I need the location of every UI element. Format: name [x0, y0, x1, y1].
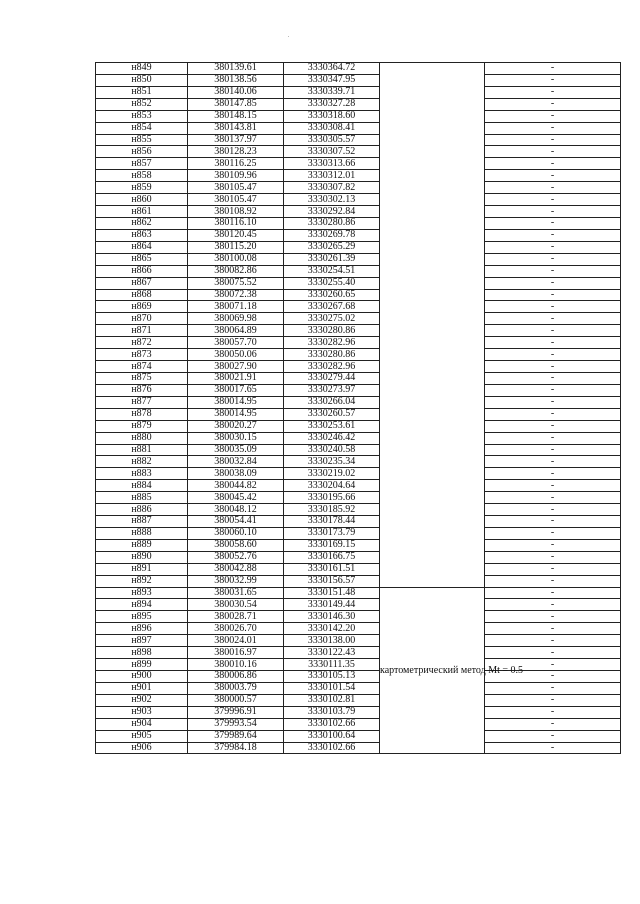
note-cell: - — [485, 456, 621, 468]
table-row — [96, 587, 621, 599]
note-cell: - — [485, 492, 621, 504]
table-row — [96, 277, 621, 289]
point-name-cell: н877 — [96, 396, 188, 408]
x-coordinate-cell: 380021.91 — [188, 372, 284, 384]
point-name-cell: н884 — [96, 480, 188, 492]
point-name-cell: н875 — [96, 372, 188, 384]
note-cell: - — [485, 611, 621, 623]
note-cell: - — [485, 599, 621, 611]
table-row — [96, 265, 621, 277]
table-row — [96, 742, 621, 754]
x-coordinate-cell: 380052.76 — [188, 551, 284, 563]
table-row — [96, 480, 621, 492]
x-coordinate-cell: 380071.18 — [188, 301, 284, 313]
note-cell: - — [485, 337, 621, 349]
x-coordinate-cell: 380128.23 — [188, 146, 284, 158]
table-row — [96, 253, 621, 265]
y-coordinate-cell: 3330122.43 — [284, 647, 380, 659]
y-coordinate-cell: 3330253.61 — [284, 420, 380, 432]
note-cell: - — [485, 98, 621, 110]
note-cell: - — [485, 647, 621, 659]
point-name-cell: н869 — [96, 301, 188, 313]
table-row — [96, 647, 621, 659]
point-name-cell: н898 — [96, 647, 188, 659]
table-row — [96, 456, 621, 468]
x-coordinate-cell: 380028.71 — [188, 611, 284, 623]
table-row — [96, 217, 621, 229]
y-coordinate-cell: 3330142.20 — [284, 623, 380, 635]
point-name-cell: н891 — [96, 563, 188, 575]
note-cell: - — [485, 468, 621, 480]
y-coordinate-cell: 3330339.71 — [284, 86, 380, 98]
point-name-cell: н900 — [96, 671, 188, 683]
note-cell: - — [485, 122, 621, 134]
x-coordinate-cell: 380137.97 — [188, 134, 284, 146]
point-name-cell: н880 — [96, 432, 188, 444]
method-cell: картометрический метод Mt = 0.5 — [380, 587, 485, 754]
note-cell: - — [485, 408, 621, 420]
x-coordinate-cell: 380116.25 — [188, 158, 284, 170]
y-coordinate-cell: 3330292.84 — [284, 206, 380, 218]
point-name-cell: н857 — [96, 158, 188, 170]
note-cell: - — [485, 253, 621, 265]
table-row — [96, 539, 621, 551]
note-cell: - — [485, 516, 621, 528]
table-row — [96, 599, 621, 611]
x-coordinate-cell: 380082.86 — [188, 265, 284, 277]
y-coordinate-cell: 3330307.52 — [284, 146, 380, 158]
table-row — [96, 575, 621, 587]
note-cell: - — [485, 170, 621, 182]
note-cell: - — [485, 694, 621, 706]
y-coordinate-cell: 3330273.97 — [284, 384, 380, 396]
point-name-cell: н859 — [96, 182, 188, 194]
point-name-cell: н865 — [96, 253, 188, 265]
point-name-cell: н876 — [96, 384, 188, 396]
x-coordinate-cell: 380064.89 — [188, 325, 284, 337]
y-coordinate-cell: 3330151.48 — [284, 587, 380, 599]
note-cell: - — [485, 313, 621, 325]
note-cell: - — [485, 682, 621, 694]
x-coordinate-cell: 379989.64 — [188, 730, 284, 742]
y-coordinate-cell: 3330102.66 — [284, 742, 380, 754]
y-coordinate-cell: 3330166.75 — [284, 551, 380, 563]
point-name-cell: н890 — [96, 551, 188, 563]
note-cell: - — [485, 671, 621, 683]
y-coordinate-cell: 3330327.28 — [284, 98, 380, 110]
table-row — [96, 241, 621, 253]
point-name-cell: н860 — [96, 194, 188, 206]
note-cell: - — [485, 229, 621, 241]
point-name-cell: н899 — [96, 659, 188, 671]
y-coordinate-cell: 3330246.42 — [284, 432, 380, 444]
point-name-cell: н897 — [96, 635, 188, 647]
point-name-cell: н886 — [96, 504, 188, 516]
y-coordinate-cell: 3330169.15 — [284, 539, 380, 551]
x-coordinate-cell: 380020.27 — [188, 420, 284, 432]
table-row — [96, 444, 621, 456]
table-row — [96, 408, 621, 420]
table-row — [96, 694, 621, 706]
point-name-cell: н906 — [96, 742, 188, 754]
note-cell: - — [485, 63, 621, 75]
point-name-cell: н868 — [96, 289, 188, 301]
table-row — [96, 229, 621, 241]
point-name-cell: н881 — [96, 444, 188, 456]
y-coordinate-cell: 3330282.96 — [284, 361, 380, 373]
y-coordinate-cell: 3330173.79 — [284, 527, 380, 539]
y-coordinate-cell: 3330195.66 — [284, 492, 380, 504]
x-coordinate-cell: 380027.90 — [188, 361, 284, 373]
note-cell: - — [485, 74, 621, 86]
point-name-cell: н855 — [96, 134, 188, 146]
point-name-cell: н892 — [96, 575, 188, 587]
table-row — [96, 468, 621, 480]
x-coordinate-cell: 380105.47 — [188, 182, 284, 194]
x-coordinate-cell: 380042.88 — [188, 563, 284, 575]
table-row — [96, 623, 621, 635]
table-row — [96, 551, 621, 563]
y-coordinate-cell: 3330254.51 — [284, 265, 380, 277]
x-coordinate-cell: 380072.38 — [188, 289, 284, 301]
y-coordinate-cell: 3330100.64 — [284, 730, 380, 742]
note-cell: - — [485, 158, 621, 170]
note-cell: - — [485, 730, 621, 742]
y-coordinate-cell: 3330265.29 — [284, 241, 380, 253]
table-row — [96, 492, 621, 504]
x-coordinate-cell: 380044.82 — [188, 480, 284, 492]
point-name-cell: н873 — [96, 349, 188, 361]
note-cell: - — [485, 444, 621, 456]
y-coordinate-cell: 3330275.02 — [284, 313, 380, 325]
x-coordinate-cell: 380050.06 — [188, 349, 284, 361]
table-row — [96, 563, 621, 575]
y-coordinate-cell: 3330364.72 — [284, 63, 380, 75]
point-name-cell: н894 — [96, 599, 188, 611]
x-coordinate-cell: 380105.47 — [188, 194, 284, 206]
table-row — [96, 396, 621, 408]
note-cell: - — [485, 361, 621, 373]
point-name-cell: н887 — [96, 516, 188, 528]
y-coordinate-cell: 3330103.79 — [284, 706, 380, 718]
point-name-cell: н864 — [96, 241, 188, 253]
y-coordinate-cell: 3330102.81 — [284, 694, 380, 706]
table-row — [96, 146, 621, 158]
note-cell: - — [485, 301, 621, 313]
x-coordinate-cell: 380138.56 — [188, 74, 284, 86]
table-row — [96, 313, 621, 325]
x-coordinate-cell: 380017.65 — [188, 384, 284, 396]
table-row — [96, 504, 621, 516]
coordinates-table — [95, 62, 621, 754]
note-cell: - — [485, 718, 621, 730]
note-cell: - — [485, 217, 621, 229]
note-cell: - — [485, 635, 621, 647]
x-coordinate-cell: 380116.10 — [188, 217, 284, 229]
y-coordinate-cell: 3330347.95 — [284, 74, 380, 86]
method-cell — [380, 63, 485, 588]
y-coordinate-cell: 3330282.96 — [284, 337, 380, 349]
note-cell: - — [485, 659, 621, 671]
y-coordinate-cell: 3330101.54 — [284, 682, 380, 694]
y-coordinate-cell: 3330156.57 — [284, 575, 380, 587]
table-row — [96, 170, 621, 182]
y-coordinate-cell: 3330308.41 — [284, 122, 380, 134]
x-coordinate-cell: 379993.54 — [188, 718, 284, 730]
note-cell: - — [485, 194, 621, 206]
x-coordinate-cell: 380016.97 — [188, 647, 284, 659]
y-coordinate-cell: 3330267.68 — [284, 301, 380, 313]
note-cell: - — [485, 396, 621, 408]
table-row — [96, 432, 621, 444]
table-row — [96, 682, 621, 694]
y-coordinate-cell: 3330302.13 — [284, 194, 380, 206]
x-coordinate-cell: 380014.95 — [188, 408, 284, 420]
note-cell: - — [485, 563, 621, 575]
x-coordinate-cell: 380108.92 — [188, 206, 284, 218]
point-name-cell: н896 — [96, 623, 188, 635]
table-row — [96, 349, 621, 361]
point-name-cell: н889 — [96, 539, 188, 551]
y-coordinate-cell: 3330204.64 — [284, 480, 380, 492]
x-coordinate-cell: 380045.42 — [188, 492, 284, 504]
note-cell: - — [485, 325, 621, 337]
point-name-cell: н862 — [96, 217, 188, 229]
point-name-cell: н853 — [96, 110, 188, 122]
table-row — [96, 635, 621, 647]
table-row — [96, 134, 621, 146]
x-coordinate-cell: 380010.16 — [188, 659, 284, 671]
table-row — [96, 384, 621, 396]
table-row — [96, 516, 621, 528]
x-coordinate-cell: 380120.45 — [188, 229, 284, 241]
table-row — [96, 659, 621, 671]
table-row — [96, 325, 621, 337]
x-coordinate-cell: 380030.15 — [188, 432, 284, 444]
x-coordinate-cell: 380143.81 — [188, 122, 284, 134]
y-coordinate-cell: 3330149.44 — [284, 599, 380, 611]
note-cell: - — [485, 480, 621, 492]
x-coordinate-cell: 380148.15 — [188, 110, 284, 122]
x-coordinate-cell: 380003.79 — [188, 682, 284, 694]
x-coordinate-cell: 380115.20 — [188, 241, 284, 253]
note-cell: - — [485, 623, 621, 635]
point-name-cell: н902 — [96, 694, 188, 706]
table-body — [96, 63, 621, 754]
note-cell: - — [485, 134, 621, 146]
table-row — [96, 361, 621, 373]
note-cell: - — [485, 432, 621, 444]
table-row — [96, 98, 621, 110]
point-name-cell: н850 — [96, 74, 188, 86]
x-coordinate-cell: 379984.18 — [188, 742, 284, 754]
x-coordinate-cell: 380100.08 — [188, 253, 284, 265]
y-coordinate-cell: 3330318.60 — [284, 110, 380, 122]
note-cell: - — [485, 575, 621, 587]
note-cell: - — [485, 277, 621, 289]
y-coordinate-cell: 3330260.65 — [284, 289, 380, 301]
note-cell: - — [485, 86, 621, 98]
x-coordinate-cell: 380060.10 — [188, 527, 284, 539]
y-coordinate-cell: 3330269.78 — [284, 229, 380, 241]
y-coordinate-cell: 3330280.86 — [284, 349, 380, 361]
table-row — [96, 301, 621, 313]
point-name-cell: н893 — [96, 587, 188, 599]
note-cell: - — [485, 349, 621, 361]
note-cell: - — [485, 146, 621, 158]
note-cell: - — [485, 420, 621, 432]
x-coordinate-cell: 380054.41 — [188, 516, 284, 528]
note-cell: - — [485, 384, 621, 396]
y-coordinate-cell: 3330305.57 — [284, 134, 380, 146]
y-coordinate-cell: 3330178.44 — [284, 516, 380, 528]
point-name-cell: н863 — [96, 229, 188, 241]
scan-speck — [288, 36, 289, 37]
point-name-cell: н901 — [96, 682, 188, 694]
y-coordinate-cell: 3330255.40 — [284, 277, 380, 289]
x-coordinate-cell: 380048.12 — [188, 504, 284, 516]
x-coordinate-cell: 380032.84 — [188, 456, 284, 468]
table-row — [96, 730, 621, 742]
point-name-cell: н878 — [96, 408, 188, 420]
point-name-cell: н870 — [96, 313, 188, 325]
x-coordinate-cell: 380069.98 — [188, 313, 284, 325]
x-coordinate-cell: 380026.70 — [188, 623, 284, 635]
point-name-cell: н858 — [96, 170, 188, 182]
y-coordinate-cell: 3330146.30 — [284, 611, 380, 623]
point-name-cell: н874 — [96, 361, 188, 373]
x-coordinate-cell: 380014.95 — [188, 396, 284, 408]
x-coordinate-cell: 380057.70 — [188, 337, 284, 349]
y-coordinate-cell: 3330240.58 — [284, 444, 380, 456]
point-name-cell: н904 — [96, 718, 188, 730]
note-cell: - — [485, 241, 621, 253]
table-row — [96, 110, 621, 122]
point-name-cell: н861 — [96, 206, 188, 218]
x-coordinate-cell: 380006.86 — [188, 671, 284, 683]
point-name-cell: н872 — [96, 337, 188, 349]
x-coordinate-cell: 380075.52 — [188, 277, 284, 289]
note-cell: - — [485, 289, 621, 301]
point-name-cell: н888 — [96, 527, 188, 539]
table-row — [96, 86, 621, 98]
table-row — [96, 63, 621, 75]
y-coordinate-cell: 3330105.13 — [284, 671, 380, 683]
y-coordinate-cell: 3330185.92 — [284, 504, 380, 516]
x-coordinate-cell: 380032.99 — [188, 575, 284, 587]
table-row — [96, 671, 621, 683]
x-coordinate-cell: 380024.01 — [188, 635, 284, 647]
table-row — [96, 420, 621, 432]
point-name-cell: н883 — [96, 468, 188, 480]
table-row — [96, 74, 621, 86]
note-cell: - — [485, 206, 621, 218]
note-cell: - — [485, 551, 621, 563]
x-coordinate-cell: 380038.09 — [188, 468, 284, 480]
point-name-cell: н905 — [96, 730, 188, 742]
point-name-cell: н879 — [96, 420, 188, 432]
table-row — [96, 194, 621, 206]
table-row — [96, 182, 621, 194]
x-coordinate-cell: 380147.85 — [188, 98, 284, 110]
x-coordinate-cell: 380000.57 — [188, 694, 284, 706]
table-row — [96, 158, 621, 170]
y-coordinate-cell: 3330313.66 — [284, 158, 380, 170]
note-cell: - — [485, 504, 621, 516]
y-coordinate-cell: 3330280.86 — [284, 217, 380, 229]
note-cell: - — [485, 587, 621, 599]
y-coordinate-cell: 3330102.66 — [284, 718, 380, 730]
x-coordinate-cell: 380035.09 — [188, 444, 284, 456]
y-coordinate-cell: 3330307.82 — [284, 182, 380, 194]
point-name-cell: н852 — [96, 98, 188, 110]
y-coordinate-cell: 3330266.04 — [284, 396, 380, 408]
point-name-cell: н903 — [96, 706, 188, 718]
y-coordinate-cell: 3330279.44 — [284, 372, 380, 384]
y-coordinate-cell: 3330138.00 — [284, 635, 380, 647]
table-row — [96, 337, 621, 349]
note-cell: - — [485, 265, 621, 277]
point-name-cell: н866 — [96, 265, 188, 277]
x-coordinate-cell: 380109.96 — [188, 170, 284, 182]
note-cell: - — [485, 742, 621, 754]
point-name-cell: н871 — [96, 325, 188, 337]
note-cell: - — [485, 539, 621, 551]
x-coordinate-cell: 380031.65 — [188, 587, 284, 599]
x-coordinate-cell: 380139.61 — [188, 63, 284, 75]
point-name-cell: н851 — [96, 86, 188, 98]
x-coordinate-cell: 380140.06 — [188, 86, 284, 98]
x-coordinate-cell: 379996.91 — [188, 706, 284, 718]
y-coordinate-cell: 3330219.02 — [284, 468, 380, 480]
y-coordinate-cell: 3330280.86 — [284, 325, 380, 337]
table-row — [96, 289, 621, 301]
y-coordinate-cell: 3330161.51 — [284, 563, 380, 575]
x-coordinate-cell: 380030.54 — [188, 599, 284, 611]
note-cell: - — [485, 110, 621, 122]
point-name-cell: н895 — [96, 611, 188, 623]
x-coordinate-cell: 380058.60 — [188, 539, 284, 551]
table-row — [96, 718, 621, 730]
point-name-cell: н849 — [96, 63, 188, 75]
note-cell: - — [485, 706, 621, 718]
y-coordinate-cell: 3330260.57 — [284, 408, 380, 420]
point-name-cell: н885 — [96, 492, 188, 504]
table-row — [96, 372, 621, 384]
point-name-cell: н856 — [96, 146, 188, 158]
y-coordinate-cell: 3330261.39 — [284, 253, 380, 265]
table-row — [96, 706, 621, 718]
point-name-cell: н867 — [96, 277, 188, 289]
note-cell: - — [485, 372, 621, 384]
table-row — [96, 206, 621, 218]
point-name-cell: н854 — [96, 122, 188, 134]
note-cell: - — [485, 182, 621, 194]
table-row — [96, 611, 621, 623]
point-name-cell: н882 — [96, 456, 188, 468]
note-cell: - — [485, 527, 621, 539]
table-row — [96, 527, 621, 539]
table-row — [96, 122, 621, 134]
y-coordinate-cell: 3330235.34 — [284, 456, 380, 468]
y-coordinate-cell: 3330111.35 — [284, 659, 380, 671]
y-coordinate-cell: 3330312.01 — [284, 170, 380, 182]
